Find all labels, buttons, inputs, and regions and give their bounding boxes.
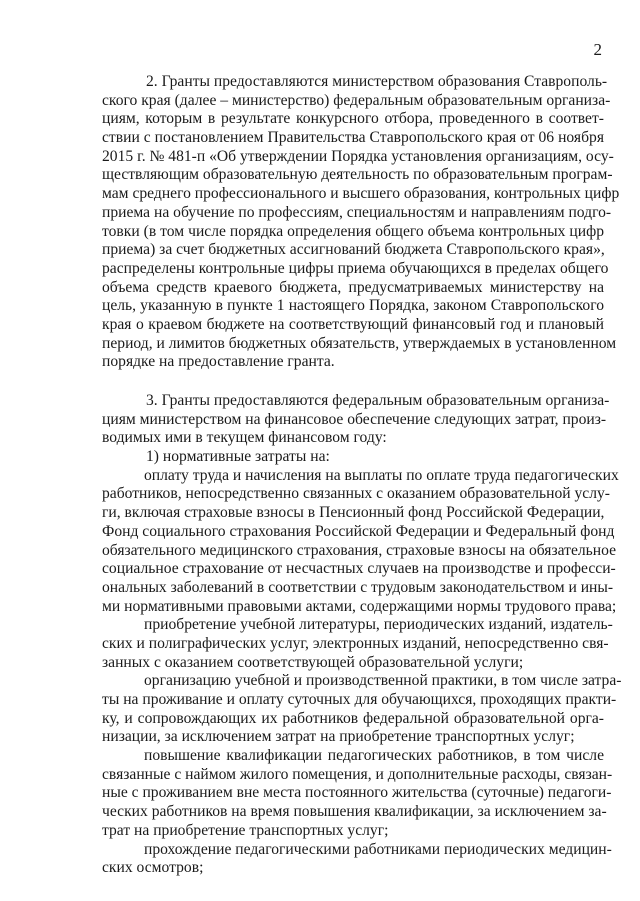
text-line: ствии с постановлением Правительства Ставропольского края от 06 ноября	[102, 129, 604, 147]
text-line: Фонд социального страхования Российской Федерации и Федеральный фонд	[102, 522, 615, 540]
text-line: ских осмотров;	[102, 859, 204, 877]
text-line: ные с проживанием вне места постоянного жительства (суточные) педагоги-	[102, 784, 612, 802]
page-number: 2	[593, 40, 602, 59]
text-line: мам среднего профессионального и высшего образования, контрольных цифр	[102, 185, 620, 203]
text-line: трат на приобретение транспортных услуг;	[102, 821, 389, 839]
medical-costs-clause	[102, 840, 612, 878]
literature-costs-clause	[102, 616, 613, 672]
text-line: водимых ими в текущем финансовом году:	[102, 429, 387, 447]
text-line: распределены контрольные цифры приема обучающихся в пределах общего	[102, 259, 609, 277]
text-line: низации, за исключением затрат на приобретение транспортных услуг;	[102, 728, 575, 746]
text-line: повышение квалификации педагогических работников, в том числе	[144, 747, 604, 765]
text-line: ществляющим образовательную деятельность по образовательным програм-	[102, 166, 613, 184]
text-line: ку, и сопровождающих их работников федеральной образовательной орга-	[102, 709, 604, 727]
text-line: приема) за счет бюджетных ассигнований бюджета Ставропольского края»,	[102, 241, 605, 259]
paragraph-3	[102, 392, 610, 448]
text-line: 3. Гранты предоставляются федеральным образовательным организа-	[146, 392, 610, 409]
text-line: ских и полиграфических услуг, электронных изданий, непосредственно свя-	[102, 634, 609, 652]
text-line: занных с оказанием соответствующей образовательной услуги;	[102, 653, 524, 671]
document-body	[102, 73, 622, 878]
text-line: 1) нормативные затраты на:	[146, 448, 330, 466]
text-line: объема средств краевого бюджета, предусматриваемых министерству на	[102, 278, 604, 296]
text-line: ческих работников на время повышения квалификации, за исключением за-	[102, 803, 607, 821]
paragraph-gap	[102, 372, 604, 392]
text-line: ского края (далее – министерство) федеральным образовательным организа-	[102, 91, 611, 109]
text-line: организацию учебной и производственной практики, в том числе затра-	[144, 672, 622, 690]
text-line: ональных заболеваний в соответствии с трудовым законодательством и ины-	[102, 578, 614, 596]
text-line: социальное страхование от несчастных случаев на производстве и професси-	[102, 560, 616, 578]
text-line: циям, которым в результате конкурсного отбора, проведенного в соответ-	[102, 110, 604, 128]
text-line: 2015 г. № 481-п «Об утверждении Порядка установления организациям, осу-	[102, 147, 614, 165]
text-line: оплату труда и начисления на выплаты по оплате труда педагогических	[144, 466, 619, 484]
text-line: ги, включая страховые взносы в Пенсионный фонд Российской Федерации,	[102, 504, 605, 522]
practice-costs-clause	[102, 672, 622, 747]
text-line: товки (в том числе порядка определения общего объема контрольных цифр	[102, 222, 604, 240]
paragraph-2	[102, 73, 620, 372]
text-line: ты на проживание и оплату суточных для обучающихся, проходящих практи-	[102, 691, 617, 708]
text-line: прохождение педагогическими работниками периодических медицин-	[144, 840, 612, 858]
text-line: порядке на предоставление гранта.	[102, 353, 335, 371]
text-line: приобретение учебной литературы, периодических изданий, издатель-	[144, 616, 613, 634]
text-line: период, и лимитов бюджетных обязательств, утверждаемых в установленном	[102, 334, 617, 352]
text-line: обязательного медицинского страхования, страховые взносы на обязательное	[102, 541, 617, 559]
training-costs-clause	[102, 747, 613, 840]
text-line: приема на обучение по профессиям, специальностям и направлениям подго-	[102, 203, 612, 221]
text-line: связанные с наймом жилого помещения, и дополнительные расходы, связан-	[102, 765, 613, 783]
text-line: работников, непосредственно связанных с оказанием образовательной услу-	[102, 485, 610, 503]
text-line: ми нормативными правовыми актами, содержащими нормы трудового права;	[102, 597, 617, 615]
text-line: цель, указанную в пункте 1 настоящего Порядка, законом Ставропольского	[102, 297, 604, 315]
item-1-heading	[102, 448, 604, 467]
text-line: циям министерством на финансовое обеспечение следующих затрат, произ-	[102, 410, 607, 428]
text-line: 2. Гранты предоставляются министерством образования Ставрополь-	[146, 73, 608, 90]
labor-costs-clause	[102, 466, 619, 617]
text-line: края о краевом бюджете на соответствующий финансовый год и плановый	[102, 315, 604, 333]
